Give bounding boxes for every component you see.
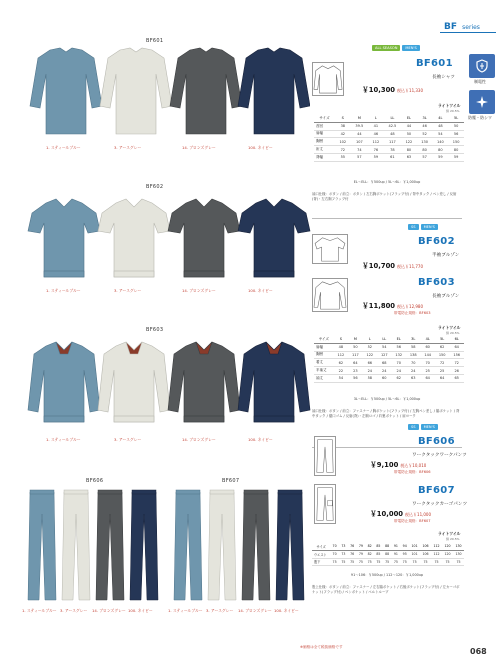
cell: 64 [420, 374, 434, 382]
caption-steel-blue: 1. スティールブルー [46, 145, 81, 150]
bf602-sketch [312, 234, 348, 264]
side-icon-label: 制電性 [474, 79, 486, 84]
size-head: 5L [448, 115, 464, 122]
size-head: サイズ [314, 115, 335, 122]
tag-mens: MEN'S [402, 45, 419, 51]
cell: 120 [442, 550, 453, 558]
cell: 24 [392, 367, 406, 375]
size-head: 3L [417, 115, 433, 122]
caption-earth-gray: 3. アースグレー [206, 608, 234, 613]
cell: 80 [448, 146, 464, 154]
cell: 75 [365, 558, 374, 566]
size-head: 76 [348, 543, 357, 550]
bf602-price [362, 260, 423, 270]
caption-steel-blue: 1. スティールブルー [168, 608, 203, 613]
shirt-steel-blue [30, 48, 102, 134]
cell: 80 [417, 146, 433, 154]
tag-season: ALL SEASON [372, 45, 400, 51]
table-row [314, 359, 464, 367]
cell: 91 [392, 550, 401, 558]
bf601-shirt-lineup [28, 46, 310, 142]
row-head: 袖丈 [314, 374, 334, 382]
bf606-cert: 帯電防止規格：BF606 [394, 470, 431, 474]
size-head: 91 [392, 543, 401, 550]
cell: 79 [357, 550, 366, 558]
cell: 75 [409, 558, 420, 566]
tag-ss: SS [408, 224, 419, 230]
bf603-name: 長袖ブルゾン [432, 294, 460, 299]
size-head: 4L [420, 336, 434, 343]
sparkle-icon [469, 90, 495, 114]
table-row [314, 146, 464, 154]
cell: 24 [377, 367, 391, 375]
caption-earth-gray: 3. アースグレー [114, 145, 142, 150]
group-title-bf606: BF606 [86, 478, 104, 484]
cell: 140 [433, 138, 449, 146]
bf606-price-value: ￥9,100 [370, 461, 399, 469]
cell: 68 [377, 359, 391, 367]
size-head: 120 [442, 543, 453, 550]
bf603-price [362, 300, 423, 310]
row-head: 首回 [314, 122, 335, 130]
size-head: M [351, 115, 368, 122]
cell: 75 [453, 558, 464, 566]
bf606-name: ワークタックワークパンツ [412, 453, 467, 458]
group-title-bf602: BF602 [146, 184, 164, 190]
cell: 64 [449, 343, 464, 351]
bf607-size-table [312, 543, 464, 566]
size-head: 106 [420, 543, 431, 550]
bf607-cert: 帯電防止規格：BF607 [394, 519, 431, 523]
bf606-code: BF606 [418, 436, 455, 447]
cell: 75 [330, 558, 339, 566]
bf602-price-value: ￥10,700 [362, 262, 396, 270]
cell: 156 [449, 351, 464, 359]
size-head: LL [377, 336, 391, 343]
size-header-row [314, 115, 464, 122]
caption-navy: 100. ネイビー [248, 437, 273, 442]
caption-steel-blue: 1. スティールブルー [22, 608, 57, 613]
cell: 64 [348, 359, 362, 367]
bf607-price [370, 508, 431, 518]
bf601-tax: 税込￥11,330 [397, 88, 424, 93]
row-head: 半袖丈 [314, 367, 334, 375]
cell: 132 [392, 351, 406, 359]
bf601-tags [372, 45, 420, 51]
cell: 61 [384, 153, 401, 161]
cell: 52 [363, 343, 377, 351]
bf607-fabric: ライトツイル [438, 531, 461, 536]
size-head: S [335, 115, 351, 122]
size-head: 5L [435, 336, 449, 343]
cell: 64 [435, 374, 449, 382]
cell: 107 [351, 138, 368, 146]
caption-steel-blue: 1. スティールブルー [46, 437, 81, 442]
cell: 112 [431, 550, 442, 558]
caption-bronze-gray: 14. ブロンズグレー [182, 437, 216, 442]
bf602-blouson-lineup [26, 193, 312, 285]
caption-bronze-gray: 14. ブロンズグレー [182, 288, 216, 293]
size-header-row [312, 543, 464, 550]
table-row [314, 122, 464, 130]
cell: 50 [401, 130, 417, 138]
row-head: 胸囲 [314, 138, 335, 146]
table-row [314, 343, 464, 351]
size-head: 94 [400, 543, 409, 550]
size-head: 73 [339, 543, 348, 550]
cell: 62 [392, 374, 406, 382]
cell: 70 [392, 359, 406, 367]
caption-steel-blue: 1. スティールブルー [46, 288, 81, 293]
size-head: L [363, 336, 377, 343]
cell: 144 [420, 351, 434, 359]
table-row [312, 550, 464, 558]
cell: 80 [401, 146, 417, 154]
cell: 50 [448, 122, 464, 130]
cell: 138 [406, 351, 420, 359]
bf606-price [370, 459, 426, 469]
cell: 55 [335, 153, 351, 161]
cell: 63 [401, 153, 417, 161]
cell: 75 [400, 558, 409, 566]
cell: 73 [339, 550, 348, 558]
tag-mens: MEN'S [421, 224, 438, 230]
page-number: 068 [470, 647, 487, 656]
bf607-tax: 税込￥11,000 [405, 512, 432, 517]
bf606-tax: 税込￥10,010 [400, 463, 427, 468]
size-head: 70 [330, 543, 339, 550]
cell: 112 [334, 351, 348, 359]
bf602-name: 半袖ブルゾン [432, 253, 460, 258]
bf607-detail: 股上仕様：ボタン / 前立：ファスナー / 左右脇ポケット / 右後ポケット(フラップ付) / 左カーゴポケット(フラップ付) / ペンポケット / ベルトループ [312, 585, 460, 595]
cell: 70 [406, 359, 420, 367]
cell: 95 [400, 550, 409, 558]
cell: 57 [351, 153, 368, 161]
bf607-sketch [314, 484, 336, 524]
series-code: BF [444, 22, 458, 32]
caption-navy: 100. ネイビー [128, 608, 153, 613]
cell: 60 [420, 343, 434, 351]
cell: 42.5 [384, 122, 401, 130]
cell: 106 [420, 550, 431, 558]
table-row [314, 374, 464, 382]
cell: 54 [433, 130, 449, 138]
cell: 78 [384, 146, 401, 154]
cell: 63 [406, 374, 420, 382]
size-head: 88 [383, 543, 392, 550]
cell: 56 [448, 130, 464, 138]
series-heading [444, 22, 492, 32]
bf607-price-value: ￥10,000 [370, 510, 404, 518]
cell: 117 [348, 351, 362, 359]
table-row [314, 130, 464, 138]
shield-icon [469, 54, 495, 78]
cell: 46 [417, 122, 433, 130]
cell: 75 [442, 558, 453, 566]
tag-ss: SS [408, 424, 419, 430]
cell: 150 [435, 351, 449, 359]
cell: 150 [448, 138, 464, 146]
cell: 76 [348, 550, 357, 558]
series-rule [440, 32, 496, 33]
size-head: 4L [433, 115, 449, 122]
bf603-size-table [314, 336, 464, 383]
bf603-price-value: ￥11,800 [362, 302, 396, 310]
bf606-tags [408, 424, 438, 430]
cell: 52 [417, 130, 433, 138]
row-head: 裄丈 [314, 146, 335, 154]
cell: 54 [377, 343, 391, 351]
cell: 127 [377, 351, 391, 359]
cell: 48 [433, 122, 449, 130]
bf603-blouson-lineup [26, 336, 312, 432]
caption-bronze-gray: 14. ブロンズグレー [238, 608, 272, 613]
pants-lineup [26, 488, 312, 606]
cell: 22 [334, 367, 348, 375]
cell: 48 [334, 343, 348, 351]
bf602-tax: 税込￥11,770 [397, 264, 424, 269]
bf607-size-note: 91〜106：￥500up / 112〜120：￥1,000up [350, 573, 424, 577]
tag-mens: MEN'S [421, 424, 438, 430]
cell: 66 [363, 359, 377, 367]
bf607-code: BF607 [418, 485, 455, 496]
bf601-code: BF601 [416, 58, 453, 69]
cell: 72 [335, 146, 351, 154]
cell: 85 [374, 550, 383, 558]
row-head: 肩幅 [314, 343, 334, 351]
bf601-name: 長袖シャツ [432, 75, 455, 80]
cell: 60 [377, 374, 391, 382]
cell: 46 [368, 130, 384, 138]
cell: 24 [363, 367, 377, 375]
cell: 58 [406, 343, 420, 351]
group-title-bf603: BF603 [146, 327, 164, 333]
cell: 44 [351, 130, 368, 138]
size-head: 3L [406, 336, 420, 343]
bf603-cert: 帯電防止規格：BF603 [394, 311, 431, 315]
group-title-bf601: BF601 [146, 38, 164, 44]
group-title-bf607: BF607 [222, 478, 240, 484]
size-head: EL [401, 115, 417, 122]
cell: 50 [348, 343, 362, 351]
bf601-sketch [312, 62, 344, 96]
caption-navy: 100. ネイビー [248, 288, 273, 293]
cell: 75 [374, 558, 383, 566]
bf601-price-value: ￥10,300 [362, 86, 396, 94]
row-head: 肩幅 [314, 130, 335, 138]
cell: 75 [431, 558, 442, 566]
bf602-code: BF602 [418, 236, 455, 247]
bf603-fabric: ライトツイル [438, 325, 461, 330]
size-head: EL [392, 336, 406, 343]
caption-bronze-gray: 14. ブロンズグレー [182, 145, 216, 150]
bf601-size-table [314, 115, 464, 162]
cell: 39.5 [351, 122, 368, 130]
cell: 54 [334, 374, 348, 382]
cell: 42 [335, 130, 351, 138]
cell: 62 [334, 359, 348, 367]
cell: 130 [417, 138, 433, 146]
bf601-fabric-sub: 綿 20.5% [446, 109, 460, 113]
bf603-fabric-sub: 綿 20.5% [446, 331, 460, 335]
bf601-fabric: ライトツイル [438, 103, 461, 108]
table-row [314, 367, 464, 375]
cell: 70 [330, 550, 339, 558]
table-row [314, 153, 464, 161]
bf601-price [362, 84, 423, 94]
cell: 75 [357, 558, 366, 566]
size-head: LL [384, 115, 401, 122]
row-head: 背幅 [314, 153, 335, 161]
size-head: L [368, 115, 384, 122]
bf601-detail: 袖口仕様：ボタン / 前立：ボタン / 左右胸ポケット(フラップ付) / 背中タック / ペン差し / 反射(背)・左右胸フラップ付 [312, 192, 457, 202]
cell: 41 [368, 122, 384, 130]
cell: 65 [449, 374, 464, 382]
bf603-size-note: 3L〜ELL：￥500up / 5L〜6L：￥1,000up [353, 397, 421, 401]
cell: 26 [449, 367, 464, 375]
size-head: サイズ [312, 543, 330, 550]
bf601-size-note: EL〜ELL：￥500up / 5L〜6L：￥1,000up [353, 180, 421, 184]
cell: 56 [348, 374, 362, 382]
row-head: 胸囲 [314, 351, 334, 359]
cell: 101 [409, 550, 420, 558]
cell: 23 [348, 367, 362, 375]
size-head: S [334, 336, 348, 343]
table-row [314, 351, 464, 359]
row-head: 着丈 [314, 359, 334, 367]
cell: 62 [435, 343, 449, 351]
size-head: 85 [374, 543, 383, 550]
size-head: 6L [449, 336, 464, 343]
cell: 76 [368, 146, 384, 154]
series-word: series [462, 24, 480, 31]
cell: 58 [363, 374, 377, 382]
bf606-sketch [314, 436, 336, 476]
size-header-row [314, 336, 464, 343]
bf607-name: ワークタックカーゴパンツ [412, 502, 468, 507]
cell: 75 [339, 558, 348, 566]
bf603-detail: 袖口仕様：ボタン / 前立：ファスナー / 胸ポケット(フラップ付) / 左胸ペン差し / 脇ポケット / 背中タック / 裾口ゴム / 反射(背)・左胸ロゴ / 衿裏ポケット / 肩ヨーク [312, 409, 460, 419]
cell: 75 [392, 558, 401, 566]
cell: 82 [365, 550, 374, 558]
side-icon-label: 防塵・防シワ [468, 115, 492, 120]
bf602-tags [408, 224, 438, 230]
size-head: M [348, 336, 362, 343]
caption-earth-gray: 3. アースグレー [60, 608, 88, 613]
divider [312, 218, 462, 219]
cell: 112 [368, 138, 384, 146]
cell: 122 [363, 351, 377, 359]
cell: 130 [453, 550, 464, 558]
cell: 122 [401, 138, 417, 146]
cell: 75 [383, 558, 392, 566]
bf607-fabric-sub: 綿 20.5% [446, 537, 460, 541]
footnote: ※価格は全て税抜価格です [300, 645, 343, 649]
caption-earth-gray: 3. アースグレー [114, 288, 142, 293]
cell: 117 [384, 138, 401, 146]
caption-navy: 100. ネイビー [248, 145, 273, 150]
cell: 56 [392, 343, 406, 351]
size-head: 130 [453, 543, 464, 550]
bf603-sketch [312, 278, 348, 312]
row-head: ウエスト [312, 550, 330, 558]
row-head: 股下 [312, 558, 330, 566]
cell: 75 [420, 558, 431, 566]
cell: 25 [420, 367, 434, 375]
cell: 70 [420, 359, 434, 367]
cell: 48 [384, 130, 401, 138]
caption-earth-gray: 3. アースグレー [114, 437, 142, 442]
cell: 59 [368, 153, 384, 161]
table-row [312, 558, 464, 566]
cell: 57 [417, 153, 433, 161]
cell: 72 [449, 359, 464, 367]
cell: 38 [335, 122, 351, 130]
size-head: 82 [365, 543, 374, 550]
bf603-code: BF603 [418, 277, 455, 288]
size-head: 101 [409, 543, 420, 550]
cell: 25 [435, 367, 449, 375]
caption-navy: 100. ネイビー [274, 608, 299, 613]
size-head: 79 [357, 543, 366, 550]
cell: 59 [448, 153, 464, 161]
cell: 74 [351, 146, 368, 154]
caption-bronze-gray: 14. ブロンズグレー [92, 608, 126, 613]
cell: 75 [348, 558, 357, 566]
table-row [314, 138, 464, 146]
size-head: 112 [431, 543, 442, 550]
cell: 59 [433, 153, 449, 161]
cell: 72 [435, 359, 449, 367]
bf603-tax: 税込￥12,980 [397, 304, 424, 309]
size-head: サイズ [314, 336, 334, 343]
cell: 102 [335, 138, 351, 146]
cell: 24 [406, 367, 420, 375]
cell: 88 [383, 550, 392, 558]
cell: 44 [401, 122, 417, 130]
cell: 80 [433, 146, 449, 154]
